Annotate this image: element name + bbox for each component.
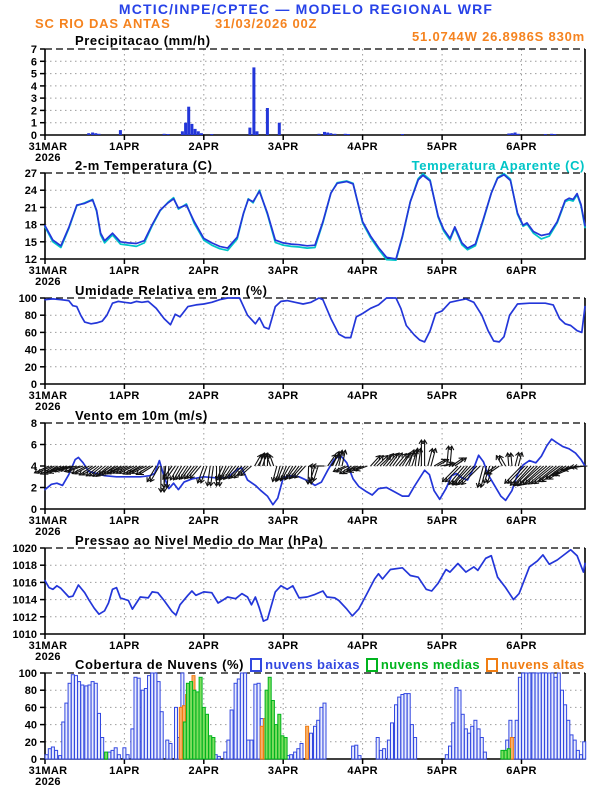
- high-clouds-swatch-icon: [486, 658, 498, 672]
- svg-text:60: 60: [24, 702, 37, 715]
- svg-text:0: 0: [30, 754, 37, 766]
- svg-text:2APR: 2APR: [188, 141, 220, 153]
- svg-text:15: 15: [24, 236, 37, 249]
- svg-text:1APR: 1APR: [109, 141, 140, 153]
- svg-text:6APR: 6APR: [506, 390, 537, 402]
- svg-text:6: 6: [30, 56, 37, 69]
- panel-title-humidity: Umidade Relativa em 2m (%): [75, 283, 268, 298]
- svg-text:31MAR: 31MAR: [28, 515, 68, 527]
- panel-title-clouds: Cobertura de Nuvens (%): [75, 657, 245, 672]
- svg-text:8: 8: [30, 418, 37, 430]
- legend-item-low-clouds: [250, 657, 360, 672]
- svg-text:5APR: 5APR: [426, 265, 458, 277]
- svg-text:4APR: 4APR: [347, 515, 378, 527]
- header-title: MCTIC/INPE/CPTEC — MODELO REGIONAL WRF: [118, 1, 494, 17]
- legend-label-low-clouds: nuvens baixas: [265, 657, 360, 672]
- svg-text:2: 2: [30, 482, 37, 495]
- panel-title-wind: Vento em 10m (m/s): [75, 408, 208, 423]
- svg-text:0: 0: [30, 130, 37, 142]
- svg-text:6: 6: [30, 439, 37, 452]
- svg-text:3APR: 3APR: [267, 515, 299, 527]
- svg-text:0: 0: [30, 504, 37, 516]
- svg-text:6APR: 6APR: [506, 765, 537, 777]
- svg-text:40: 40: [24, 344, 37, 357]
- svg-text:3APR: 3APR: [267, 640, 299, 652]
- svg-text:2APR: 2APR: [188, 265, 220, 277]
- svg-text:31MAR: 31MAR: [28, 390, 68, 402]
- svg-text:4APR: 4APR: [347, 265, 378, 277]
- svg-text:5APR: 5APR: [426, 765, 458, 777]
- svg-text:2026: 2026: [35, 401, 61, 413]
- svg-text:4APR: 4APR: [347, 390, 378, 402]
- svg-text:2026: 2026: [35, 526, 61, 538]
- svg-text:4APR: 4APR: [347, 765, 378, 777]
- svg-text:40: 40: [24, 719, 37, 732]
- svg-text:31MAR: 31MAR: [28, 765, 68, 777]
- svg-text:4APR: 4APR: [347, 640, 378, 652]
- legend-item-mid-clouds: [366, 657, 480, 672]
- svg-text:3APR: 3APR: [267, 390, 299, 402]
- svg-text:5APR: 5APR: [426, 515, 458, 527]
- svg-text:31MAR: 31MAR: [28, 265, 68, 277]
- svg-text:80: 80: [24, 685, 37, 698]
- svg-text:20: 20: [24, 736, 37, 749]
- svg-text:1016: 1016: [12, 577, 37, 590]
- panel-title-temperature: 2-m Temperatura (C): [75, 158, 213, 173]
- svg-text:2026: 2026: [35, 152, 61, 164]
- svg-text:1018: 1018: [12, 560, 37, 573]
- svg-text:2APR: 2APR: [188, 765, 220, 777]
- svg-text:24: 24: [24, 185, 37, 198]
- svg-text:21: 21: [24, 202, 37, 215]
- svg-text:1APR: 1APR: [109, 765, 140, 777]
- svg-text:1APR: 1APR: [109, 640, 140, 652]
- coords-label: 51.0744W 26.8986S 830m: [412, 29, 585, 44]
- svg-text:5APR: 5APR: [426, 640, 458, 652]
- svg-text:6APR: 6APR: [506, 141, 537, 153]
- legend-label-high-clouds: nuvens altas: [501, 657, 585, 672]
- svg-text:1APR: 1APR: [109, 390, 140, 402]
- station-label: SC RIO DAS ANTAS: [35, 16, 171, 31]
- clouds-title-legend-row: [75, 657, 585, 672]
- svg-text:2026: 2026: [35, 776, 61, 788]
- svg-text:2APR: 2APR: [188, 515, 220, 527]
- svg-text:20: 20: [24, 361, 37, 374]
- mid-clouds-swatch-icon: [366, 658, 378, 672]
- svg-text:3APR: 3APR: [267, 265, 299, 277]
- svg-text:2026: 2026: [35, 276, 61, 288]
- svg-text:3: 3: [30, 93, 37, 106]
- svg-text:1014: 1014: [12, 594, 37, 607]
- svg-text:3APR: 3APR: [267, 765, 299, 777]
- low-clouds-swatch-icon: [250, 658, 262, 672]
- svg-text:1020: 1020: [12, 543, 37, 555]
- svg-text:18: 18: [24, 219, 37, 232]
- svg-text:31MAR: 31MAR: [28, 640, 68, 652]
- svg-text:5: 5: [30, 68, 37, 81]
- svg-text:6APR: 6APR: [506, 515, 537, 527]
- legend-item-high-clouds: [486, 657, 585, 672]
- svg-text:4: 4: [30, 80, 37, 93]
- run-datetime-label: 31/03/2026 00Z: [215, 16, 318, 31]
- legend-apparent-temperature: Temperatura Aparente (C): [411, 158, 585, 173]
- svg-text:12: 12: [24, 254, 37, 266]
- svg-text:5APR: 5APR: [426, 141, 458, 153]
- legend-label-mid-clouds: nuvens medias: [380, 657, 481, 672]
- svg-text:31MAR: 31MAR: [28, 141, 68, 153]
- panel-title-precipitation: Precipitacao (mm/h): [75, 33, 211, 48]
- svg-text:100: 100: [18, 293, 37, 305]
- svg-text:60: 60: [24, 327, 37, 340]
- svg-text:6APR: 6APR: [506, 640, 537, 652]
- svg-text:3APR: 3APR: [267, 141, 299, 153]
- svg-text:2APR: 2APR: [188, 640, 220, 652]
- svg-text:4APR: 4APR: [347, 141, 378, 153]
- svg-text:1010: 1010: [12, 629, 37, 641]
- svg-text:80: 80: [24, 310, 37, 323]
- svg-text:7: 7: [30, 44, 37, 56]
- panel-title-pressure: Pressao ao Nivel Medio do Mar (hPa): [75, 533, 324, 548]
- svg-text:27: 27: [24, 168, 37, 180]
- svg-text:100: 100: [18, 668, 37, 680]
- svg-text:5APR: 5APR: [426, 390, 458, 402]
- svg-text:1APR: 1APR: [109, 515, 140, 527]
- svg-text:2026: 2026: [35, 651, 61, 663]
- svg-text:2: 2: [30, 105, 37, 118]
- svg-text:1012: 1012: [12, 611, 37, 624]
- svg-text:2APR: 2APR: [188, 390, 220, 402]
- svg-text:0: 0: [30, 379, 37, 391]
- svg-text:1APR: 1APR: [109, 265, 140, 277]
- svg-text:6APR: 6APR: [506, 265, 537, 277]
- svg-text:1: 1: [30, 117, 37, 130]
- svg-text:4: 4: [30, 461, 37, 473]
